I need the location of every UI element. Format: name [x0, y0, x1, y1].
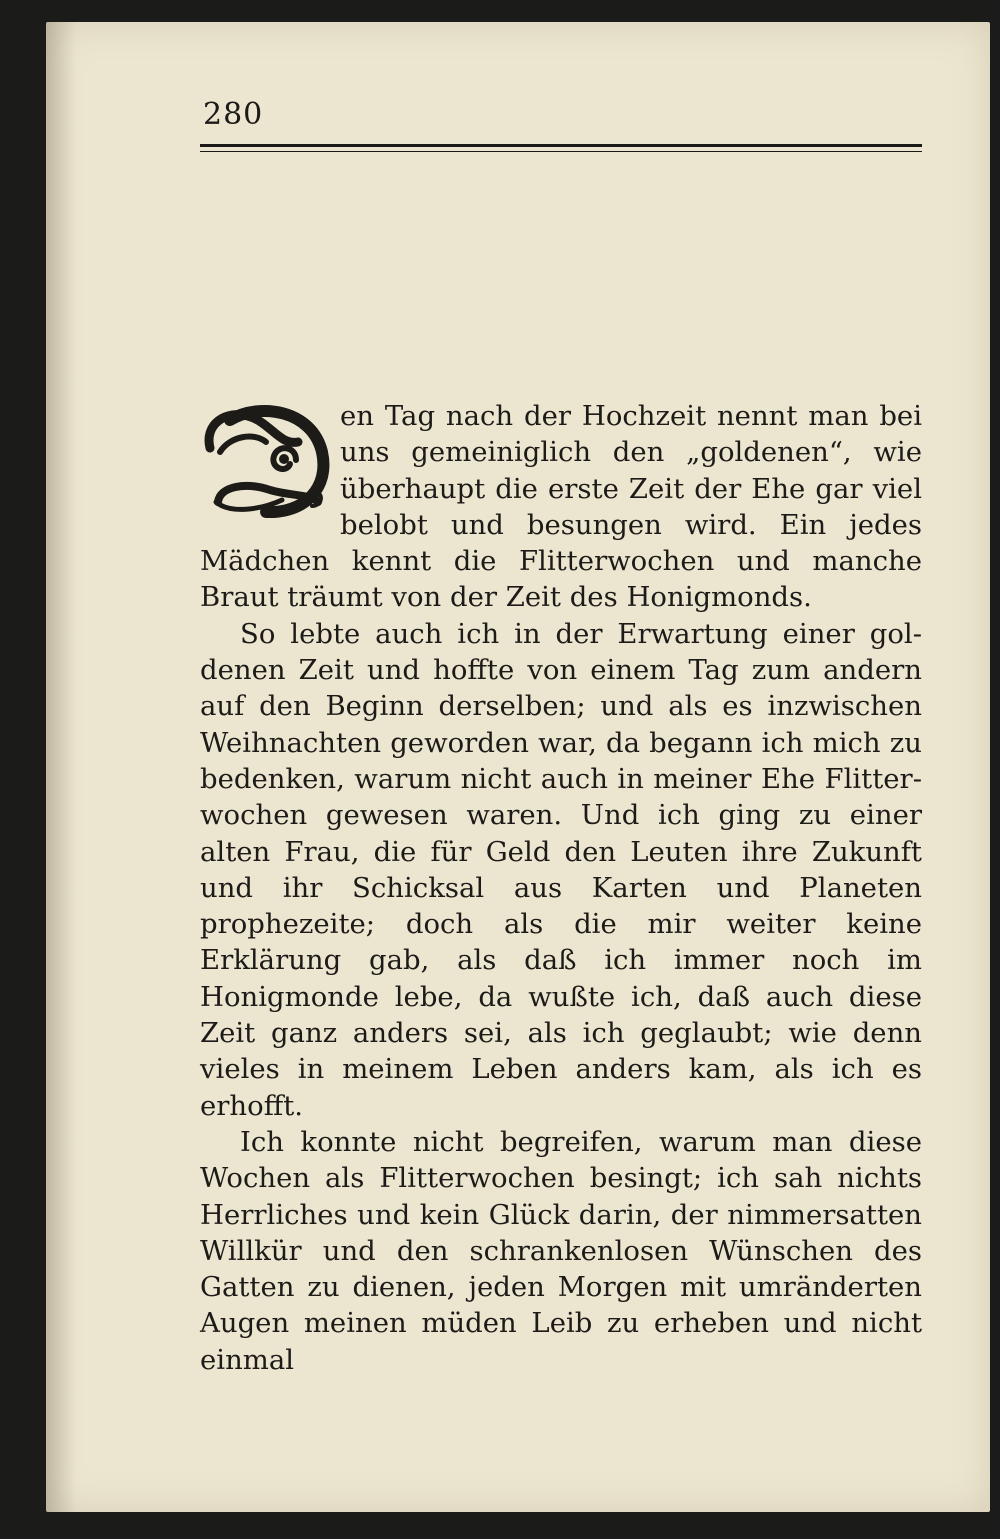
body-text	[200, 398, 922, 1378]
ornamental-d-icon	[200, 402, 330, 518]
paragraph-2: So lebte auch ich in der Erwartung einer goldenen Zeit und hoffte von einem Tag zum andern auf den Beginn derselben; und als es inzwischen Weihnachten geworden war, da begann ich mich zu bedenken, warum nicht auch in meiner Ehe Flitterwochen gewesen waren. Und ich ging zu einer alten Frau, die für Geld den Leuten ihre Zukunft und ihr Schicksal aus Karten und Planeten prophezeite; doch als die mir weiter keine Erklärung gab, als daß ich immer noch im Honigmonde lebe, da wußte ich, daß auch diese Zeit ganz anders sei, als ich geglaubt; wie denn vieles in meinem Leben anders kam, als ich es erhofft.	[200, 617, 922, 1122]
book-page	[46, 22, 990, 1512]
paragraph-1	[200, 398, 922, 616]
page-spine-shadow	[46, 22, 76, 1512]
paragraph-3: Ich konnte nicht begreifen, warum man diese Wochen als Flitterwochen besingt; ich sah nichts Herrliches und kein Glück darin, der nimmersatten Willkür und den schrankenlosen Wünschen des Gatten zu dienen, jeden Morgen mit umränderten Augen meinen müden Leib zu erheben und nicht einmal	[200, 1125, 922, 1376]
paragraph-1-text: en Tag nach der Hochzeit nennt man bei uns gemeiniglich den „goldenen“, wie überhaupt die erste Zeit der Ehe gar viel belobt und besungen wird. Ein jedes Mädchen kennt die Flitterwochen und manche Braut träumt von der Zeit des Honigmonds.	[200, 400, 922, 614]
header-rule-thick	[200, 144, 922, 147]
page-number: 280	[203, 97, 264, 132]
header-rule-thin	[200, 151, 922, 152]
dropcap-initial-d	[200, 402, 330, 518]
